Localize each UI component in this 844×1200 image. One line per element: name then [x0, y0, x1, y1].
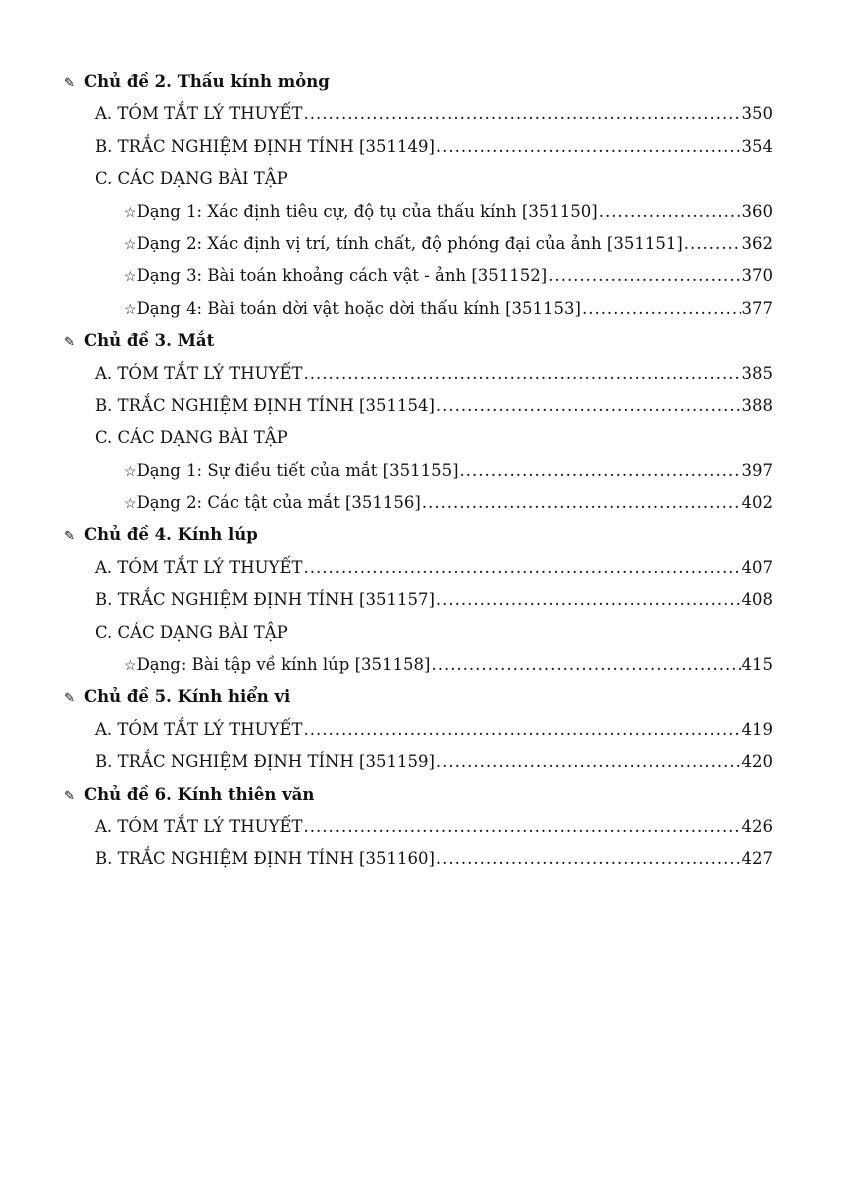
page-number: 385: [741, 363, 773, 383]
entry-title: B. TRẮC NGHIỆM ĐỊNH TÍNH [351159]: [95, 752, 435, 772]
star-outline-icon: ☆: [124, 236, 137, 253]
topic-label: Chủ đề 6. Kính thiên văn: [84, 784, 315, 804]
page-number: 420: [741, 752, 773, 772]
entry-title: Dạng 4: Bài toán dời vật hoặc dời thấu kính [351153]: [136, 298, 581, 318]
page-number: 415: [741, 655, 773, 675]
entry-title: A. TÓM TẮT LÝ THUYẾT: [95, 363, 303, 383]
pencil-icon: ✎: [64, 335, 75, 351]
entry-title: B. TRẮC NGHIỆM ĐỊNH TÍNH [351149]: [95, 136, 435, 156]
page-number: 427: [741, 849, 773, 869]
entry-title: Dạng 1: Xác định tiêu cự, độ tụ của thấu kính [351150]: [136, 201, 598, 221]
entry-title: B. TRẮC NGHIỆM ĐỊNH TÍNH [351154]: [95, 395, 435, 415]
topic-heading[interactable]: [0, 66, 844, 98]
topic-heading[interactable]: [0, 519, 844, 551]
topic-label: Chủ đề 5. Kính hiển vi: [84, 687, 291, 707]
toc-entry[interactable]: [0, 390, 773, 422]
dot-leader: [436, 746, 741, 778]
entry-title: A. TÓM TẮT LÝ THUYẾT: [95, 719, 303, 739]
entry-title: B. TRẮC NGHIỆM ĐỊNH TÍNH [351160]: [95, 849, 435, 869]
dot-leader: [684, 228, 741, 260]
star-outline-icon: ☆: [124, 204, 137, 221]
topic-heading[interactable]: [0, 681, 844, 713]
entry-title: A. TÓM TẮT LÝ THUYẾT: [95, 816, 303, 836]
pencil-icon: ✎: [64, 76, 75, 91]
toc-entry[interactable]: [0, 714, 773, 746]
page-number: 377: [741, 298, 773, 318]
toc-entry[interactable]: [0, 196, 773, 228]
entry-title: C. CÁC DẠNG BÀI TẬP: [95, 428, 288, 448]
dot-leader: [422, 487, 741, 519]
dot-leader: [548, 260, 740, 292]
topic-label: Chủ đề 3. Mắt: [84, 331, 215, 351]
toc-entry[interactable]: [0, 358, 773, 390]
dot-leader: [304, 98, 741, 130]
page-number: 426: [741, 816, 773, 836]
topic-label: Chủ đề 2. Thấu kính mỏng: [84, 72, 330, 91]
dot-leader: [436, 131, 741, 163]
entry-title: Dạng 2: Các tật của mắt [351156]: [136, 493, 421, 513]
toc-entry[interactable]: [0, 487, 773, 519]
dot-leader: [436, 584, 741, 616]
toc-entry[interactable]: [0, 131, 773, 163]
page-number: 354: [741, 136, 773, 156]
star-outline-icon: ☆: [124, 658, 137, 675]
page-number: 388: [741, 395, 773, 415]
toc-entry[interactable]: [0, 293, 773, 325]
star-outline-icon: ☆: [124, 301, 137, 318]
entry-title: A. TÓM TẮT LÝ THUYẾT: [95, 104, 303, 124]
entry-title: Dạng: Bài tập về kính lúp [351158]: [136, 655, 431, 675]
dot-leader: [304, 358, 741, 390]
pencil-icon: ✎: [64, 529, 75, 545]
toc-entry[interactable]: [0, 584, 773, 616]
dot-leader: [582, 293, 741, 325]
page-number: 360: [741, 201, 773, 221]
page-number: 408: [741, 590, 773, 610]
section-heading: [0, 163, 844, 195]
page-number: 370: [741, 266, 773, 286]
dot-leader: [304, 714, 741, 746]
entry-title: B. TRẮC NGHIỆM ĐỊNH TÍNH [351157]: [95, 590, 435, 610]
toc-entry[interactable]: [0, 228, 773, 260]
toc-entry[interactable]: [0, 98, 773, 130]
toc-entry[interactable]: [0, 552, 773, 584]
entry-title: C. CÁC DẠNG BÀI TẬP: [95, 622, 288, 642]
dot-leader: [460, 455, 741, 487]
star-outline-icon: ☆: [124, 463, 137, 480]
table-of-contents: [0, 66, 844, 876]
pencil-icon: ✎: [64, 788, 75, 804]
dot-leader: [431, 649, 740, 681]
dot-leader: [436, 843, 741, 875]
toc-entry[interactable]: [0, 455, 773, 487]
toc-entry[interactable]: [0, 649, 773, 681]
page-number: 402: [741, 493, 773, 513]
toc-entry[interactable]: [0, 843, 773, 875]
section-heading: [0, 422, 844, 454]
page-number: 362: [741, 233, 773, 253]
dot-leader: [599, 196, 741, 228]
star-outline-icon: ☆: [124, 269, 137, 286]
topic-heading[interactable]: [0, 779, 844, 811]
section-heading: [0, 617, 844, 649]
toc-entry[interactable]: [0, 811, 773, 843]
page-number: 350: [741, 104, 773, 124]
star-outline-icon: ☆: [124, 496, 137, 513]
entry-title: Dạng 3: Bài toán khoảng cách vật - ảnh [351152]: [136, 266, 548, 286]
toc-entry[interactable]: [0, 746, 773, 778]
dot-leader: [304, 552, 741, 584]
topic-label: Chủ đề 4. Kính lúp: [84, 525, 258, 545]
entry-title: A. TÓM TẮT LÝ THUYẾT: [95, 557, 303, 577]
dot-leader: [304, 811, 741, 843]
page-number: 397: [741, 460, 773, 480]
toc-entry[interactable]: [0, 260, 773, 292]
topic-heading[interactable]: [0, 325, 844, 357]
dot-leader: [436, 390, 741, 422]
page-number: 419: [741, 719, 773, 739]
page-number: 407: [741, 557, 773, 577]
entry-title: C. CÁC DẠNG BÀI TẬP: [95, 169, 288, 189]
entry-title: Dạng 2: Xác định vị trí, tính chất, độ phóng đại của ảnh [351151]: [136, 233, 683, 253]
pencil-icon: ✎: [64, 691, 75, 707]
entry-title: Dạng 1: Sự điều tiết của mắt [351155]: [136, 460, 459, 480]
